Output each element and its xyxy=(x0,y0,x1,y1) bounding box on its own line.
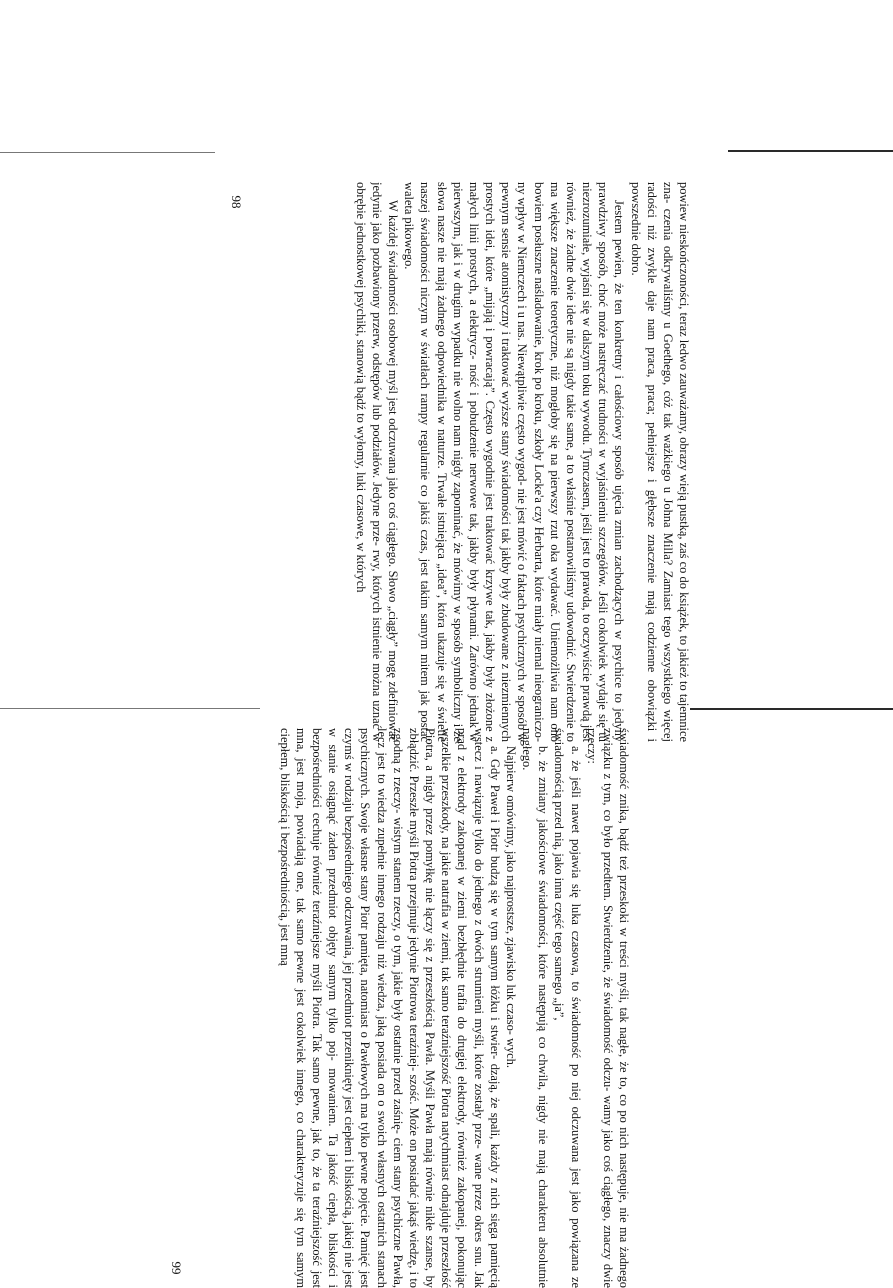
paragraph: W każdej świadomości osobowej myśl jest odczuwana jako coś ciągłego. Słowo „ciągły” mogę zdefiniować jedynie jako pozbawiony przerw, odstępów lub podziałów. Jedyne prze- rwy, których istnienie można uznać w obrębie jednostkowej psychiki, stanowią bądź to wyłomy, luki czasowe, w których xyxy=(353,182,401,742)
left-page-text xyxy=(262,182,692,742)
paragraph: a. Gdy Paweł i Piotr budzą się w tym samym łóżku i stwier- dzają, że spali, każdy z nich sięga pamięcią wstecz i nawiązuje tylko do jednego z dwóch strumieni myśli, które zostały prze- wane przez okres snu. Jak prąd z elektrody zakopanej w ziemi bezbłędnie trafia do drugiej elektrody, również zakopanej, pokonując wszelkie przeszkody, na jakie natrafia w ziemi, tak samo teraźniejszość Piotra natychmiast odnajduje przeszłość Piotra, a nigdy przez pomyłkę nie łączy się z przeszłością Pawła. Myśli Pawła mają równie nikłe szanse, by zbłądzić. Przeszłe myśli Piotra przejmuje jedynie Piotrowa teraźniej- szość. Może on posiadać jakąś wiedzę, i to zgodną z rzeczy- wistym stanem rzeczy, o tym, jakie były ostatnie przed zaśnię- ciem stany psychiczne Pawła, lecz jest to wiedza zupełnie innego rodzaju niż wiedza, jaką posiada on o swoich własnych ostatnich stanach psychicznych. Swoje własne stany Piotr pamięta, natomiast o Pawłowych ma tylko pewne pojęcie. Pamięć jest czymś w rodzaju bezpośredniego odczuwania, jej przedmiot przeniknięty jest ciepłem i bliskością, jakiej nie jest w stanie osiągnąć żaden przedmiot objęty samym tylko poj- mowaniem. Ta jakość ciepła, bliskości i bezpośredniości cechuje również teraźniejsze myśli Piotra. Tak samo pewne, jak to, że ta teraźniejszość jest mna, jest moja, powiadają one, tak samo pewne jest cokolwiek innego, co charakteryzuje się tym samym ciepłem, bliskością i bezpośredniością, jest mną xyxy=(277,728,502,1288)
scan-edge-line xyxy=(0,708,260,709)
scan-edge-line xyxy=(728,150,893,152)
paragraph: Jestem pewien, że ten konkretny i całościowy sposób ujęcia zmian zachodzących w psychice to jedyny prawdziwy sposób, choć może nastręczać trudności w wyjaśnieniu szczegółów. Jeśli cokolwiek wydaje się tu niezrozumiałe, wyjaśni się w dalszym toku wywodu. Tymczasem, jeśli jest to prawda, to oczywiście prawdą jest również, że żadne dwie idee nie są nigdy takie same, a to właśnie postanowiliśmy udowodnić. Stwierdzenie to ma większe znaczenie teoretyczne, niż mogłoby się na pierwszy rzut oka wydawać. Uniemożliwia nam ono bowiem posłuszne naśladowanie, krok po kroku, szkoły Locke'a czy Herbarta, które miały niemal nieograniczo- ny wpływ w Niemczech i u nas. Niewątpliwie często wygod- nie jest mówić o faktach psychicznych w sposób w pewnym sensie atomistyczny i traktować wyższe stany świadomości tak jakby były zbudowane z niezmiennych prostych idei, które „mijają i powracają”. Często wygodnie jest traktować krzywe tak, jakby były złożone z małych linii prostych, a elektrycz- ność i pobudzenie nerwowe tak, jakby były płynami. Zarówno jednak w pierwszym, jak i w drugim wypadku nie wolno nam nigdy zapominać, że mówimy w sposób symboliczny i że słowa nasze nie mają żadnego odpowiednika w naturze. Trwałe istniejąca „idea”, która ukazuje się w świetle naszej świadomości niczym w światłach rampy regularnie co jakiś czas, jest takim samym mitem jak postać waleta pikowego. xyxy=(402,182,627,742)
left-page xyxy=(229,182,692,742)
scan-edge-line xyxy=(690,708,893,710)
paragraph: b. że zmiany jakościowe świadomości, które następują co chwila, nigdy nie mają charakteru absolutnie nagłego. xyxy=(520,728,551,1288)
page-number: 98 xyxy=(229,195,244,209)
scan-edge-line xyxy=(0,152,215,153)
page-number: 99 xyxy=(169,1261,184,1275)
paragraph: świadomość znika, bądź też przeskoki w treści myśli, tak nagłe, że to, co po nich następuje, nie ma żadnego związku z tym, co było przedtem. Stwierdzenie, że świadomość odczu- wamy jako coś ciągłego, znaczy dwie rzeczy: xyxy=(584,728,631,1288)
right-page-text xyxy=(202,728,632,1288)
paragraph: powiew nieskończoności, teraz ledwo zauważamy, obrazy wieją pustką, zaś co do książek, to jakież to tajemnice zna- czenia odkrywaliśmy u Goethego, cóż tak ważkiego u Johna Milla? Zamiast tego wszystkiego więcej radości niż zwykle daje nam praca, praca; pełniejsze i głębsze znaczenie mają codzienne obowiązki i powszednie dobro. xyxy=(628,182,691,742)
paragraph: a. że jeśli nawet pojawia się luka czasowa, to świadomość po niej odczuwana jest jako powiązana ze świadomością przed nią, jako inna część tego samego „ja”, xyxy=(552,728,583,1288)
right-page xyxy=(169,728,632,1288)
paragraph: Najpierw omówimy, jako najprostsze, zjawisko luk czaso- wych. xyxy=(503,746,518,1068)
